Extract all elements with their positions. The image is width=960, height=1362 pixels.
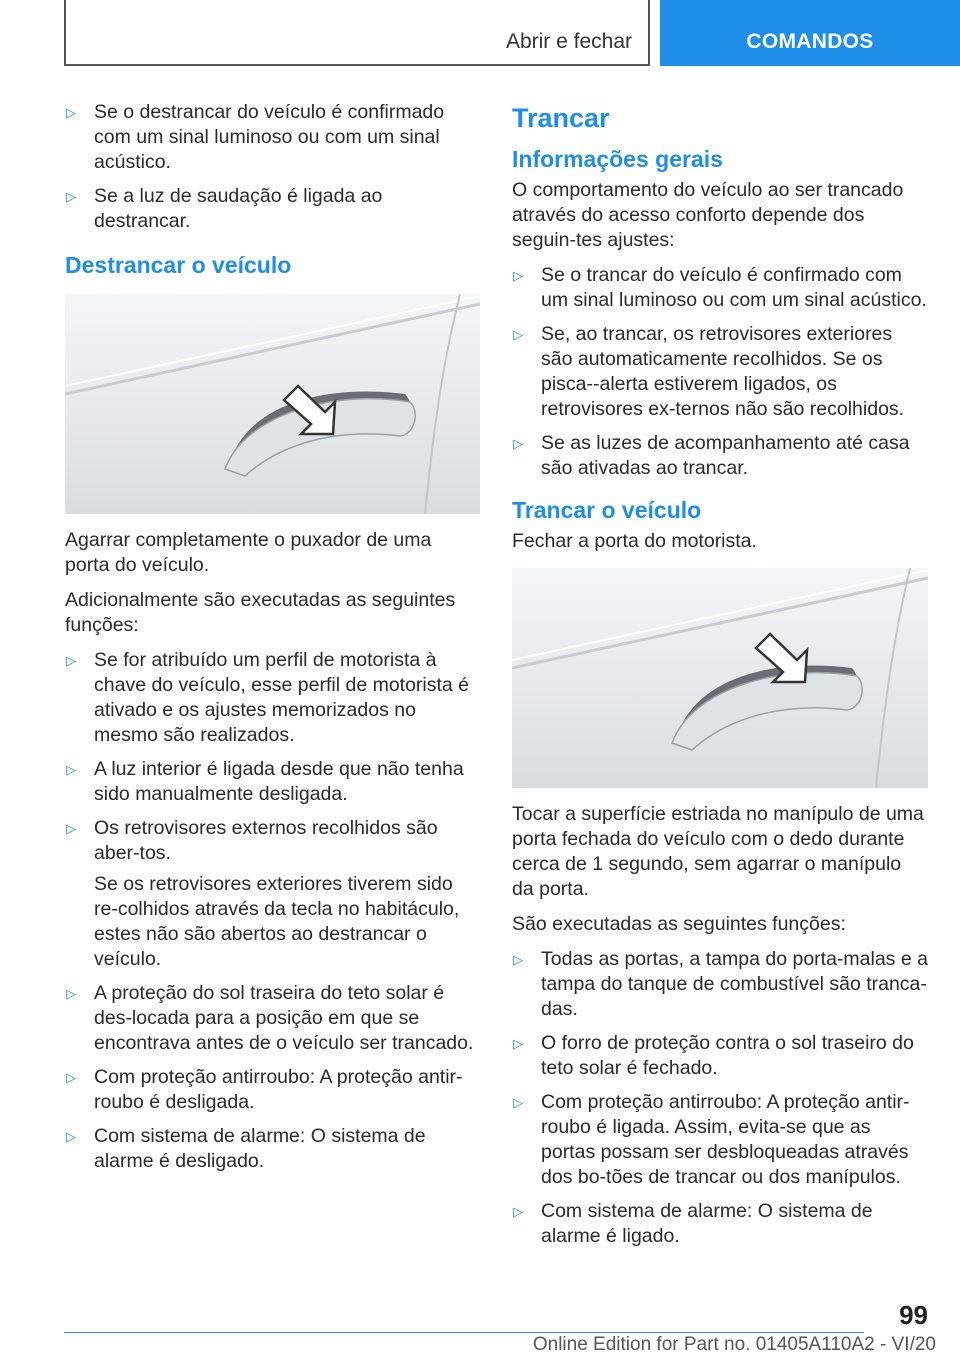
bullet-triangle-icon: ▷ — [66, 986, 76, 1001]
list-item — [512, 1090, 928, 1190]
list-item — [512, 263, 928, 313]
bullet-triangle-icon: ▷ — [513, 436, 523, 451]
mirrors-note: Se os retrovisores exteriores tiverem sido re-colhidos através da tecla no habitáculo, estes não são abertos ao destrancar o veículo. — [94, 873, 460, 970]
list-item-text: Se for atribuído um perfil de motorista à chave do veículo, esse perfil de motorista é ativado e os ajustes memorizados no mesmo são realizados. — [94, 649, 470, 746]
list-item — [65, 816, 480, 972]
right-column — [512, 100, 928, 1258]
list-item — [65, 648, 480, 748]
page-number: 99 — [899, 1300, 928, 1330]
door-handle-image-unlock — [65, 294, 480, 514]
list-item-text: Com sistema de alarme: O sistema de alarme é desligado. — [94, 1125, 426, 1172]
bullet-triangle-icon: ▷ — [513, 268, 523, 283]
section-heading-lock: Trancar o veículo — [512, 497, 702, 523]
footer-edition: Online Edition for Part no. 01405A110A2 - VI/20 — [532, 1334, 936, 1355]
list-item-text: Se o trancar do veículo é confirmado com um sinal luminoso ou com um sinal acústico. — [541, 264, 927, 311]
intro-bullet-list — [65, 100, 480, 234]
unlock-text: Agarrar completamente o puxador de uma porta do veículo. — [65, 529, 432, 576]
door-handle-image-lock — [512, 568, 928, 788]
list-item-text: Todas as portas, a tampa do porta-malas e a tampa do tanque de combustível são tranca-das. — [541, 948, 928, 1020]
bullet-triangle-icon: ▷ — [66, 105, 76, 120]
list-item — [65, 100, 480, 175]
bullet-triangle-icon: ▷ — [513, 952, 523, 967]
list-item — [65, 184, 480, 234]
lock-text: Fechar a porta do motorista. — [512, 530, 757, 552]
header-chapter-label: COMANDOS — [746, 30, 874, 53]
bullet-triangle-icon: ▷ — [66, 189, 76, 204]
list-item — [512, 1031, 928, 1081]
list-item-text: O forro de proteção contra o sol traseiro do teto solar é fechado. — [541, 1032, 914, 1079]
list-item-text: Se o destrancar do veículo é confirmado com um sinal luminoso ou com um sinal acústico. — [94, 101, 445, 173]
list-item-text: Com proteção antirroubo: A proteção antir-roubo é ligada. Assim, evita-se que as portas possam ser desbloqueadas através dos bo-tões de trancar ou dos manípulos. — [541, 1091, 910, 1188]
list-item-text: Com proteção antirroubo: A proteção antir-roubo é desligada. — [94, 1066, 463, 1113]
general-bullet-list — [512, 263, 928, 481]
list-item-text: Se as luzes de acompanhamento até casa são ativadas ao trancar. — [541, 432, 910, 479]
bullet-triangle-icon: ▷ — [66, 1129, 76, 1144]
header-section-box — [64, 0, 650, 66]
lock-functions-list — [512, 947, 928, 1249]
list-item — [512, 322, 928, 422]
lock-functions-intro: São executadas as seguintes funções: — [512, 913, 846, 935]
section-heading-general: Informações gerais — [512, 146, 723, 172]
unlock-functions-intro: Adicionalmente são executadas as seguintes funções: — [65, 589, 456, 636]
bullet-triangle-icon: ▷ — [66, 653, 76, 668]
list-item-text: Os retrovisores externos recolhidos são aber-tos. — [94, 817, 438, 864]
bullet-triangle-icon: ▷ — [513, 1204, 523, 1219]
list-item — [65, 757, 480, 807]
list-item — [65, 1124, 480, 1174]
footer-rule — [64, 1332, 864, 1333]
unlock-functions-list — [65, 648, 480, 1174]
bullet-triangle-icon: ▷ — [513, 1095, 523, 1110]
bullet-triangle-icon: ▷ — [66, 1070, 76, 1085]
bullet-triangle-icon: ▷ — [513, 327, 523, 342]
list-item — [65, 1065, 480, 1115]
list-item-text: A proteção do sol traseira do teto solar é des-locada para a posição em que se encontrava antes de o veículo ser trancado. — [94, 982, 474, 1054]
bullet-triangle-icon: ▷ — [513, 1036, 523, 1051]
list-item-text: Se a luz de saudação é ligada ao destrancar. — [94, 185, 383, 232]
bullet-triangle-icon: ▷ — [66, 821, 76, 836]
general-text: O comportamento do veículo ao ser trancado através do acesso conforto depende dos seguin-tes ajustes: — [512, 179, 904, 251]
header-chapter-tab — [660, 0, 960, 66]
list-item-text: A luz interior é ligada desde que não tenha sido manualmente desligada. — [94, 758, 464, 805]
list-item-text: Com sistema de alarme: O sistema de alarme é ligado. — [541, 1200, 873, 1247]
list-item — [512, 431, 928, 481]
chapter-title-lock: Trancar — [512, 103, 610, 133]
list-item — [512, 1199, 928, 1249]
list-item — [65, 981, 480, 1056]
list-item — [512, 947, 928, 1022]
list-item-text: Se, ao trancar, os retrovisores exteriores são automaticamente recolhidos. Se os pisca--alerta estiverem ligados, os retrovisores ex-ternos não são recolhidos. — [541, 323, 905, 420]
touch-text: Tocar a superfície estriada no manípulo de uma porta fechada do veículo com o dedo durante cerca de 1 segundo, sem agarrar o manípulo da porta. — [512, 803, 924, 900]
left-column — [65, 100, 480, 1183]
section-heading-unlock: Destrancar o veículo — [65, 252, 292, 278]
header-section-title: Abrir e fechar — [505, 30, 632, 53]
bullet-triangle-icon: ▷ — [66, 762, 76, 777]
page-header — [0, 0, 960, 66]
